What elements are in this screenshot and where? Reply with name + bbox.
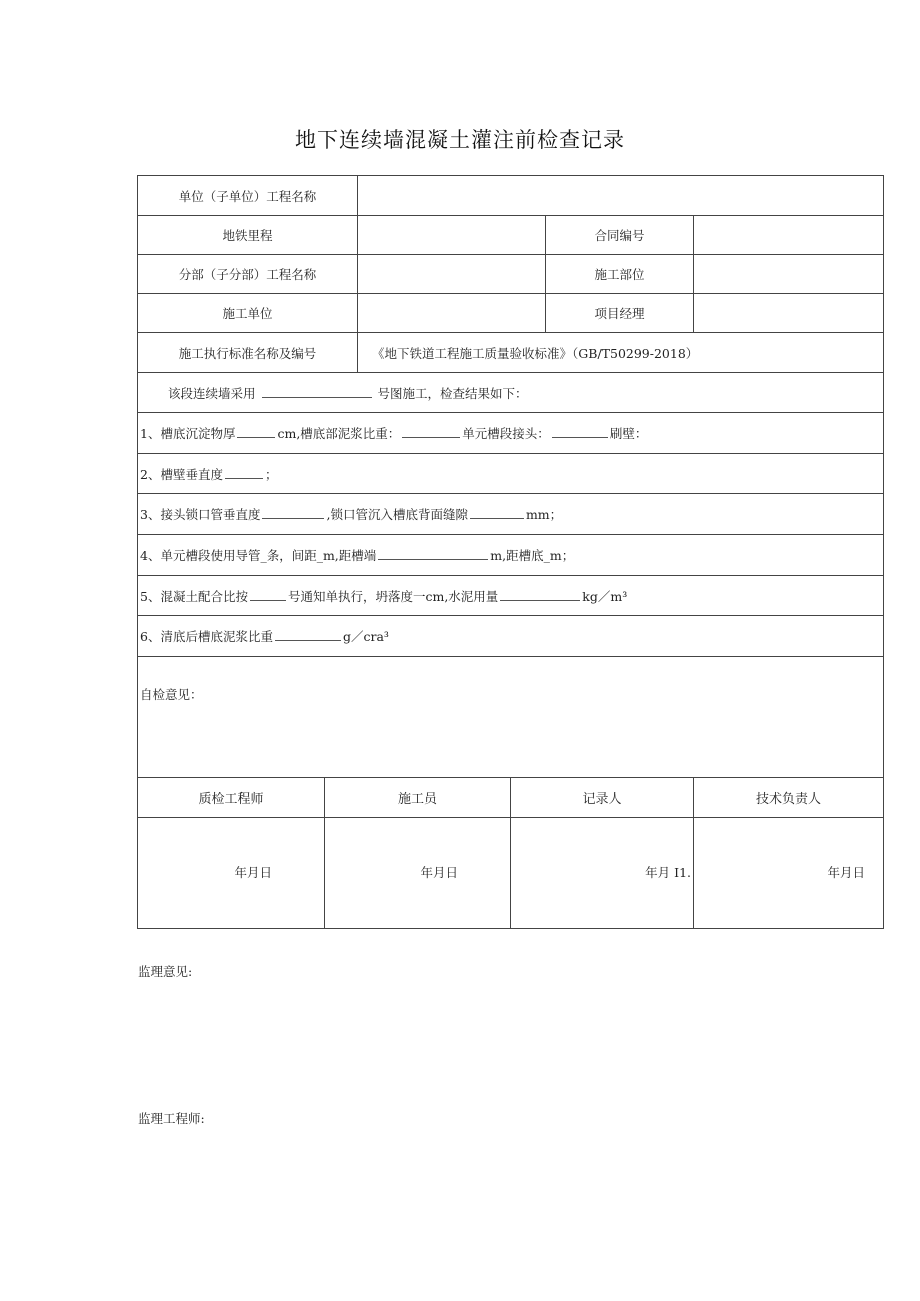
construction-part-label: 施工部位 [546, 255, 694, 294]
table-row [138, 657, 884, 778]
table-row [138, 454, 884, 494]
table-row [138, 494, 884, 535]
division-field[interactable] [358, 255, 546, 294]
item4-text-a: 4、单元槽段使用导管_条，间距_m,距槽端 [140, 548, 377, 563]
item1-text-c: 单元槽段接头： [462, 426, 550, 441]
contract-no-label: 合同编号 [546, 216, 694, 255]
cement-amount-blank[interactable] [500, 588, 580, 601]
project-name-label: 单位（子单位）工程名称 [138, 176, 358, 216]
recorder-header: 记录人 [511, 778, 694, 818]
metro-mileage-label: 地铁里程 [138, 216, 358, 255]
check-item-4 [138, 535, 884, 576]
project-name-field[interactable] [358, 176, 884, 216]
tech-lead-header: 技术负责人 [694, 778, 884, 818]
standard-value: 《地下铁道工程施工质量验收标准》（GB/T50299-2018） [358, 333, 884, 373]
check-item-2 [138, 454, 884, 494]
recorder-signature[interactable]: 年月 I1. [511, 818, 694, 929]
joint-blank[interactable] [552, 425, 608, 438]
item1-text-b: cm,槽底部泥浆比重： [277, 426, 401, 441]
intro-prefix: 该段连续墙采用 [168, 385, 256, 401]
table-row [138, 216, 884, 255]
item5-text-c: kg／m³ [582, 588, 628, 604]
mix-notice-blank[interactable] [250, 588, 286, 601]
table-row [138, 255, 884, 294]
division-label: 分部（子分部）工程名称 [138, 255, 358, 294]
item2-text-a: 2、槽壁垂直度 [140, 466, 223, 482]
table-row [138, 535, 884, 576]
self-check-label: 自检意见： [140, 687, 203, 702]
table-row [138, 176, 884, 216]
contract-no-field[interactable] [694, 216, 884, 255]
intro-suffix: 号图施工，检查结果如下： [377, 385, 528, 401]
distance-to-end-blank[interactable] [378, 547, 488, 560]
table-row [138, 616, 884, 657]
check-item-3 [138, 494, 884, 535]
item1-text-d: 刷壁： [609, 426, 648, 441]
post-clean-density-blank[interactable] [275, 628, 341, 641]
construction-part-field[interactable] [694, 255, 884, 294]
check-item-6 [138, 616, 884, 657]
item2-text-b: ； [264, 466, 278, 482]
item4-text-b: m,距槽底_m； [490, 548, 575, 563]
project-manager-field[interactable] [694, 294, 884, 333]
construction-unit-field[interactable] [358, 294, 546, 333]
qc-engineer-signature[interactable]: 年月日 [138, 818, 325, 929]
signature-date-row [138, 818, 884, 929]
self-check-cell[interactable] [138, 657, 884, 778]
table-row [138, 373, 884, 413]
table-row [138, 294, 884, 333]
item6-text-a: 6、清底后槽底泥浆比重 [140, 629, 273, 644]
metro-mileage-field[interactable] [358, 216, 546, 255]
supervision-engineer-label: 监理工程师: [138, 1111, 205, 1126]
intro-line [138, 373, 884, 413]
lock-pipe-verticality-blank[interactable] [262, 506, 324, 519]
constructor-header: 施工员 [325, 778, 511, 818]
inspection-form-table [137, 175, 884, 929]
table-row [138, 576, 884, 616]
construction-unit-label: 施工单位 [138, 294, 358, 333]
sediment-thickness-blank[interactable] [237, 425, 275, 438]
item5-text-b: 号通知单执行，坍落度一cm,水泥用量 [287, 588, 499, 604]
project-manager-label: 项目经理 [546, 294, 694, 333]
constructor-signature[interactable]: 年月日 [325, 818, 511, 929]
check-item-5 [138, 576, 884, 616]
table-row [138, 333, 884, 373]
drawing-number-blank[interactable] [262, 385, 372, 398]
table-row [138, 413, 884, 454]
item5-text-a: 5、混凝土配合比按 [140, 588, 248, 604]
check-item-1 [138, 413, 884, 454]
wall-verticality-blank[interactable] [225, 466, 263, 479]
item3-text-c: mm； [525, 507, 563, 522]
signature-header-row [138, 778, 884, 818]
slurry-density-blank[interactable] [402, 425, 460, 438]
item6-text-b: g／cra³ [342, 629, 389, 644]
item3-text-a: 3、接头锁口管垂直度 [140, 507, 261, 522]
item1-text-a: 1、槽底沉淀物厚 [140, 426, 236, 441]
tech-lead-signature[interactable]: 年月日 [694, 818, 884, 929]
item3-text-b: ,锁口管沉入槽底背面缝隙 [326, 507, 468, 522]
page-title: 地下连续墙混凝土灌注前检查记录 [295, 128, 625, 152]
standard-label: 施工执行标准名称及编号 [138, 333, 358, 373]
supervision-opinion-label: 监理意见: [138, 964, 193, 979]
qc-engineer-header: 质检工程师 [138, 778, 325, 818]
gap-blank[interactable] [470, 506, 524, 519]
